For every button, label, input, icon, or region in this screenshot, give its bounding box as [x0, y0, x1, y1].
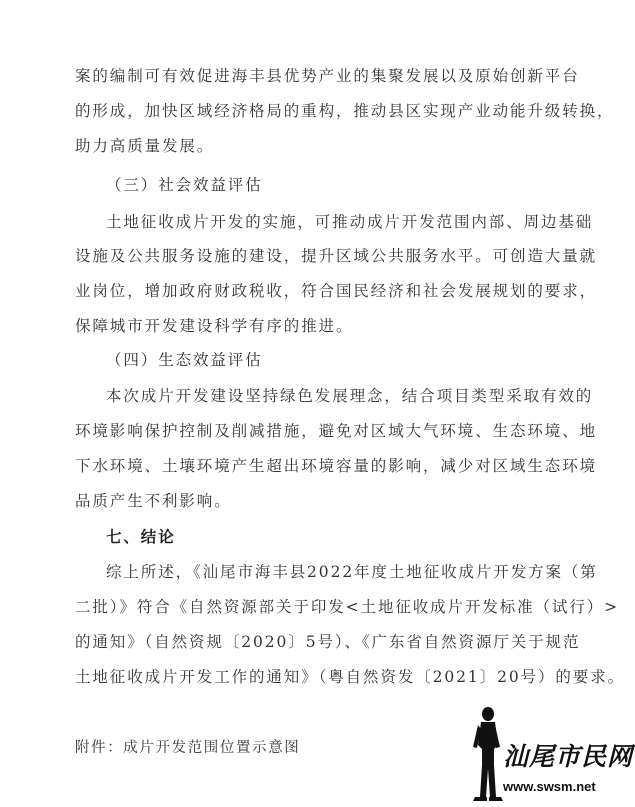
- section-heading-social: （三）社会效益评估: [106, 176, 263, 194]
- text-line: 土地征收成片开发工作的通知》（粤自然资发〔2021〕20号）的要求。: [75, 668, 626, 686]
- text-line: 下水环境、土壤环境产生超出环境容量的影响，减少对区域生态环境: [75, 457, 598, 475]
- text-line: 环境影响保护控制及削减措施，避免对区域大气环境、生态环境、地: [75, 422, 598, 440]
- text-line: 设施及公共服务设施的建设，提升区域公共服务水平。可创造大量就: [75, 247, 598, 265]
- text-line: 二批）》符合《自然资源部关于印发<土地征收成片开发标准（试行）>: [75, 598, 620, 616]
- attachment-note: 附件：成片开发范围位置示意图: [75, 740, 301, 756]
- text-line: 本次成片开发建设坚持绿色发展理念，结合项目类型采取有效的: [106, 387, 594, 405]
- text-line: 案的编制可有效促进海丰县优势产业的集聚发展以及原始创新平台: [75, 67, 580, 85]
- site-watermark: [455, 705, 633, 805]
- text-line: 的通知》（自然资规〔2020〕5号）、《广东省自然资源厅关于规范: [75, 633, 581, 651]
- text-line: 保障城市开发建设科学有序的推进。: [75, 317, 354, 335]
- text-line: 助力高质量发展。: [75, 137, 215, 155]
- text-line: 品质产生不利影响。: [75, 492, 232, 510]
- watermark-url: www.swsm.net: [503, 779, 596, 794]
- text-line: 综上所述，《汕尾市海丰县2022年度土地征收成片开发方案（第: [106, 563, 598, 581]
- section-heading-conclusion: 七、结论: [106, 527, 176, 546]
- section-heading-eco: （四）生态效益评估: [106, 351, 263, 369]
- text-line: 的形成，加快区域经济格局的重构，推动县区实现产业动能升级转换，: [75, 102, 615, 120]
- text-line: 业岗位，增加政府财政税收，符合国民经济和社会发展规划的要求，: [75, 282, 598, 300]
- text-line: 土地征收成片开发的实施，可推动成片开发范围内部、周边基础: [106, 213, 594, 231]
- watermark-site-name: 汕尾市民网: [503, 742, 634, 771]
